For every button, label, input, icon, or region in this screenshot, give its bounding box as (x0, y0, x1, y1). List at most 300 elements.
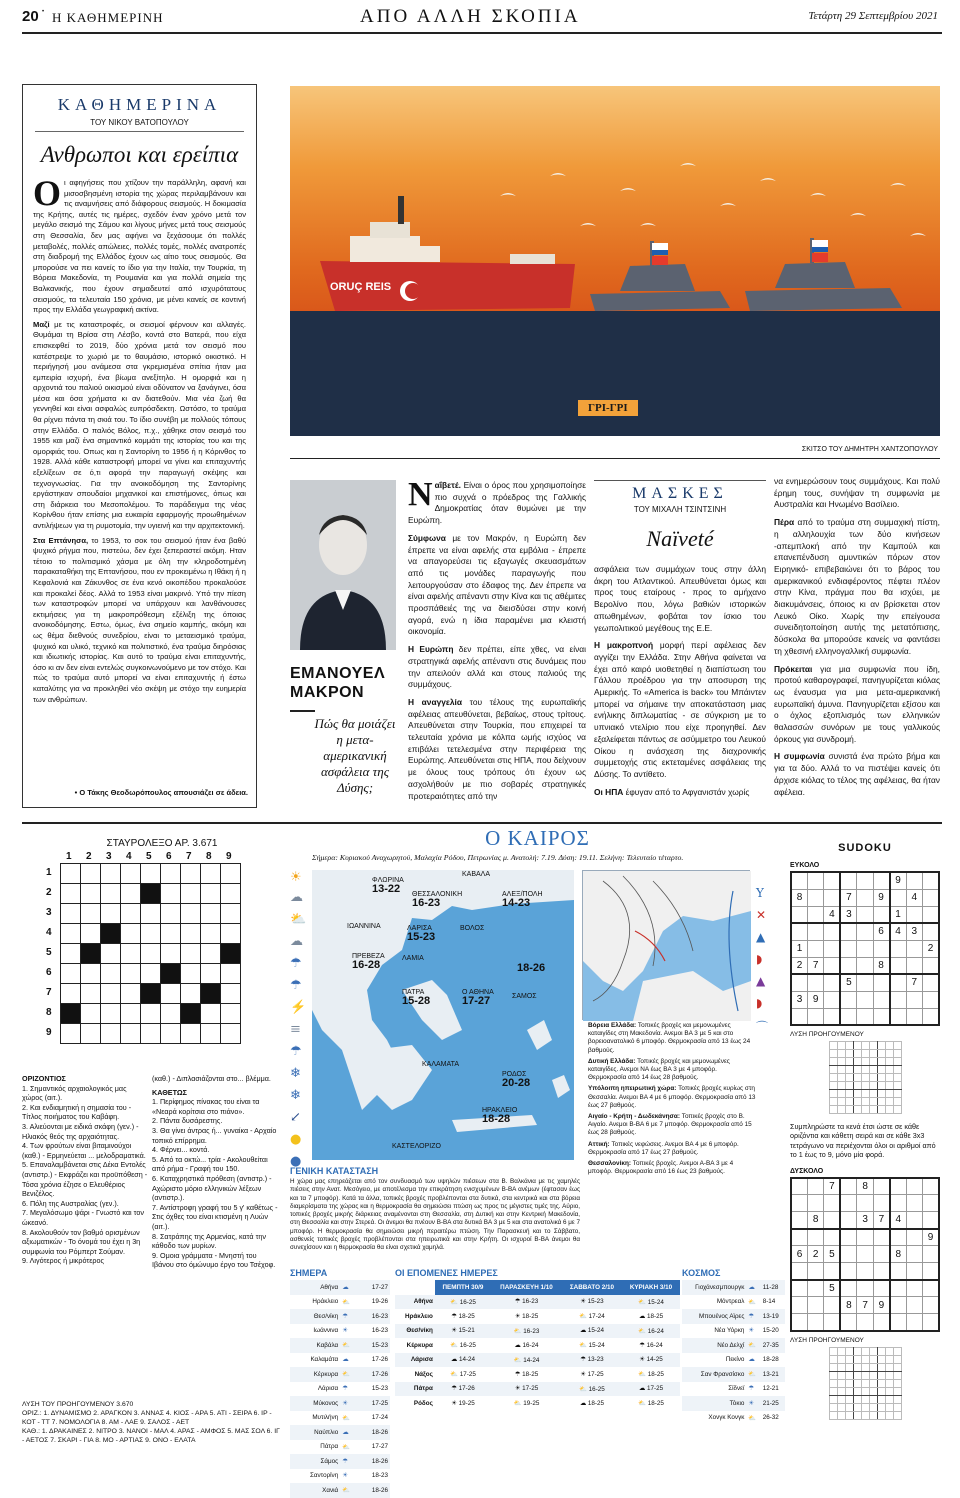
map-city (407, 924, 435, 942)
sudoku-cell[interactable] (840, 1008, 856, 1025)
crossword-cell[interactable] (220, 863, 241, 884)
crossword-cell[interactable] (100, 903, 121, 924)
sudoku-cell[interactable] (857, 991, 873, 1008)
crossword-cell[interactable] (100, 1003, 121, 1024)
sudoku-cell[interactable] (807, 1008, 823, 1025)
sudoku-cell: 9 (922, 1229, 939, 1246)
sudoku-cell[interactable] (922, 872, 939, 889)
crossword-cell[interactable] (140, 1003, 161, 1024)
prev-solution-cell (829, 1098, 837, 1106)
sudoku-cell[interactable] (890, 889, 906, 906)
crossword-cell[interactable] (180, 863, 201, 884)
map-city-name: ΒΟΛΟΣ (460, 925, 485, 932)
crossword-cell[interactable] (60, 943, 81, 964)
today-row: Καβάλα ⛅ 15-23 (290, 1338, 390, 1353)
prev-solution-cell (861, 1058, 869, 1066)
sudoku-cell[interactable] (857, 1280, 873, 1297)
crossword-cell[interactable] (180, 1023, 201, 1044)
prev-solution-cell (829, 1074, 837, 1082)
crossword-cell[interactable] (120, 1023, 141, 1044)
maskes-c2p2-lead: Πέρα (774, 517, 795, 528)
prev-solution-cell (885, 1347, 893, 1355)
crossword-cell[interactable] (100, 963, 121, 984)
map-city-name: ΗΡΑΚΛΕΙΟ (482, 1107, 518, 1114)
sudoku-cell[interactable] (857, 889, 873, 906)
crossword-cell[interactable] (60, 923, 81, 944)
crossword-solution: ΛΥΣΗ ΤΟΥ ΠΡΟΗΓΟΥΜΕΝΟΥ 3.670 ΟΡΙΖ.: 1. ΔΥΝΑΜΙΣΜΟ 2. ΑΡΑΓΚΟΝ 3. ΑΝΝΑΣ 4. ΚΙΟΣ - ΑΡΑ 5. ΑΤΙ - ΣΕΙΡΑ 6. ΙΡ - ΚΟΤ - ΤΤ 7. ΝΟΜΟΛΟΓΙΑ 8. ΑΜ - ΛΑΕ 9. ΣΑΛΟΣ - ΑΕΤ ΚΑΘ.: 1. ΔΡΑΚΑΙΝΕΣ 2. ΝΙΤΡΟ 3. ΝΑΝΟΙ - ΜΑΛ 4. ΑΡΑΣ - ΑΜΦΟΣ 5. ΜΑΣ ΣΟΛ 6. ΙΓ - ΑΕΤΟΣ 7. ΣΚΑΡΙ - ΓΙΑ 8. ΜΟ - ΑΡΤΙΑΣ 9. ΟΝΟ - ΕΛΑΤΑ (22, 1401, 280, 1444)
sudoku-cell[interactable] (906, 991, 922, 1008)
prev-solution-cell (837, 1379, 845, 1387)
prev-solution-cell (893, 1371, 901, 1379)
sudoku-cell[interactable] (840, 1280, 856, 1297)
sudoku-cell[interactable] (824, 1212, 840, 1229)
sudoku-hard-grid[interactable] (790, 1177, 940, 1332)
sudoku-cell: 7 (824, 1178, 840, 1195)
prev-solution-cell (893, 1347, 901, 1355)
sudoku-cell[interactable] (840, 1263, 856, 1280)
macron-name-line1: ΕΜΑΝΟΥΕΛ (290, 665, 386, 682)
crossword-cell[interactable] (200, 1023, 221, 1044)
sudoku-cell[interactable] (857, 974, 873, 991)
sudoku-cell[interactable] (873, 974, 889, 991)
macron-dropcap: Ν (408, 476, 433, 513)
crossword-cell[interactable] (80, 983, 101, 1004)
crossword-cell[interactable] (160, 1003, 181, 1024)
column-p1: ι αφηγήσεις που χτίζουν την παράλληλη, αφανή και μισοσβησμένη ιστορία της χώρας περιλαμβάνουν και τις αναμνήσεις από διάφορους σεισμούς. Η δοκιμασία της Κρήτης, αυτές τις ημέρες, σχεδόν έναν χρόνο μετά τον μεγάλο σεισμό της Σάμου και λίγους μήνες μετά τους σεισμούς στη Θεσσαλία, δεν μας αφήνει να ξεχάσουμε ότι πολλές μεταβολές, πολλές απώλειες, πολλές τομές, πολλές ανατροπές στη διαδρομή της Ελλάδος έχουν ως αίτιο τους σεισμούς. Θα μπορούσε να πει κανείς το ίδιο για την Ιταλία, την Τουρκία, τη Βόρεια Μακεδονία, τη Ρουμανία και για πολλά σημεία της Βαλκανικής, που έχουν σημαδευτεί από ισχυρότατους σεισμούς, τα τελευταία 150 χρόνια, με μένει κανείς σε κοντινή προς την Ελλάδα γεωγραφική ακτίνα. (33, 178, 246, 315)
drizzle-icon: ☂ (290, 1044, 302, 1059)
crossword-row-number: 3 (46, 907, 52, 918)
today-row: Σάμος ☂ 18-26 (290, 1454, 390, 1469)
prev-solution-cell (845, 1090, 853, 1098)
wind-arrow-icon: ↙ (290, 1110, 301, 1125)
crossword-black-cell (100, 923, 121, 944)
sudoku-cell[interactable] (890, 1314, 906, 1331)
crossword-cell[interactable] (60, 903, 81, 924)
sudoku-cell[interactable] (857, 1229, 873, 1246)
sudoku-cell[interactable] (791, 1280, 807, 1297)
sudoku-cell[interactable] (922, 957, 939, 974)
crossword-cell[interactable] (220, 883, 241, 904)
sudoku-cell[interactable] (906, 1246, 922, 1263)
sudoku-cell[interactable] (922, 1263, 939, 1280)
sudoku-cell[interactable] (922, 1314, 939, 1331)
macron-p1: Είναι ο όρος που χρησιμοποίησε πιο συχνά ο πρόεδρος της Γαλλικής Δημοκρατίας όταν θυμώνει με την Ευρώπη. (408, 480, 586, 526)
sudoku-cell[interactable] (922, 906, 939, 923)
crossword-cell[interactable] (60, 963, 81, 984)
crossword-cell[interactable] (160, 1023, 181, 1044)
crossword-cell[interactable] (120, 943, 141, 964)
sudoku-cell[interactable] (857, 1008, 873, 1025)
sudoku-cell[interactable] (890, 957, 906, 974)
sudoku-cell[interactable] (922, 889, 939, 906)
sudoku-cell[interactable] (791, 872, 807, 889)
prev-solution-cell (845, 1411, 853, 1419)
prev-solution-cell (837, 1411, 845, 1419)
sudoku-cell[interactable] (824, 974, 840, 991)
sudoku-cell[interactable] (873, 1263, 889, 1280)
sudoku-cell[interactable] (791, 1008, 807, 1025)
sudoku-cell[interactable] (873, 1008, 889, 1025)
crossword-cell[interactable] (160, 903, 181, 924)
sudoku-cell[interactable] (873, 1280, 889, 1297)
sudoku-cell[interactable] (807, 1178, 823, 1195)
sudoku-cell[interactable] (824, 991, 840, 1008)
prev-solution-cell (837, 1347, 845, 1355)
sudoku-cell[interactable] (873, 906, 889, 923)
sudoku-cell[interactable] (906, 1178, 922, 1195)
sudoku-cell[interactable] (857, 1263, 873, 1280)
crossword-cell[interactable] (140, 863, 161, 884)
macron-name-line2: ΜΑΚΡΟΝ (290, 684, 365, 701)
crossword-cell[interactable] (80, 1003, 101, 1024)
sudoku-cell[interactable] (873, 991, 889, 1008)
sudoku-cell[interactable] (922, 1195, 939, 1212)
crossword-cell[interactable] (140, 963, 161, 984)
crossword-cell[interactable] (100, 863, 121, 884)
prev-solution-cell (885, 1066, 893, 1074)
sudoku-cell[interactable] (791, 1212, 807, 1229)
prev-solution-cell (845, 1371, 853, 1379)
crossword-cell[interactable] (220, 983, 241, 1004)
prev-solution-cell (893, 1395, 901, 1403)
sudoku-cell[interactable] (840, 872, 856, 889)
sudoku-cell[interactable] (807, 1263, 823, 1280)
crossword-cell[interactable] (200, 863, 221, 884)
prev-solution-cell (861, 1090, 869, 1098)
sudoku-cell[interactable] (791, 906, 807, 923)
sudoku-cell[interactable] (791, 923, 807, 940)
prev-solution-cell (845, 1074, 853, 1082)
crossword-cell[interactable] (180, 923, 201, 944)
crossword-cell[interactable] (140, 903, 161, 924)
pressure-legend (756, 886, 784, 1040)
sudoku-cell[interactable] (890, 991, 906, 1008)
sudoku-cell[interactable] (791, 1314, 807, 1331)
crossword-cell[interactable] (220, 963, 241, 984)
sudoku-cell[interactable] (873, 1246, 889, 1263)
sudoku-cell[interactable] (807, 940, 823, 957)
sudoku-cell[interactable] (890, 1263, 906, 1280)
crossword-cell[interactable] (220, 903, 241, 924)
prev-solution-cell (877, 1098, 885, 1106)
sudoku-cell[interactable] (807, 1297, 823, 1314)
crossword-cell[interactable] (120, 903, 141, 924)
sudoku-cell[interactable] (824, 940, 840, 957)
prev-solution-cell (837, 1098, 845, 1106)
crossword-row-number: 4 (46, 927, 52, 938)
map-city-temp: 18-28 (482, 1113, 511, 1125)
sudoku-cell[interactable] (824, 889, 840, 906)
world-row: Μπουένος Αϊρες ☂ 13-19 (682, 1309, 785, 1324)
crossword-cell[interactable] (120, 963, 141, 984)
crossword-cell[interactable] (100, 983, 121, 1004)
crossword-cell[interactable] (220, 1003, 241, 1024)
sudoku-cell[interactable] (791, 1195, 807, 1212)
crossword-cell[interactable] (120, 923, 141, 944)
across-title: ΟΡΙΖΟΝΤΙΟΣ (22, 1074, 66, 1083)
macron-p1-lead: αΐβετέ. (434, 480, 461, 490)
sudoku-cell[interactable] (906, 1229, 922, 1246)
map-city (502, 1070, 530, 1088)
crossword-cell[interactable] (100, 943, 121, 964)
prev-solution-cell (869, 1066, 877, 1074)
sudoku-cell[interactable] (873, 940, 889, 957)
paper-name: Η ΚΑΘΗΜΕΡΙΝΗ (52, 10, 164, 25)
sudoku-cell[interactable] (922, 974, 939, 991)
crossword-grid[interactable] (22, 863, 282, 1053)
sudoku-cell[interactable] (807, 906, 823, 923)
prev-solution-cell (853, 1395, 861, 1403)
sudoku-cell[interactable] (906, 906, 922, 923)
prev-solution-cell (853, 1074, 861, 1082)
crossword-cell[interactable] (120, 983, 141, 1004)
crossword-black-cell (220, 943, 241, 964)
sudoku-prev-solution-1 (829, 1041, 902, 1114)
sun-icon: ☀ (290, 870, 302, 885)
world-title: ΚΟΣΜΟΣ (682, 1268, 721, 1278)
sudoku-cell[interactable] (857, 906, 873, 923)
sudoku-cell[interactable] (824, 1314, 840, 1331)
sudoku-cell[interactable] (906, 1008, 922, 1025)
crossword-row-number: 1 (46, 867, 52, 878)
sudoku-cell[interactable] (906, 1297, 922, 1314)
crossword-cell[interactable] (220, 1023, 241, 1044)
prev-solution-cell (837, 1403, 845, 1411)
crossword-cell[interactable] (120, 1003, 141, 1024)
map-city-temp: 13-22 (372, 883, 401, 895)
crossword-cell[interactable] (80, 903, 101, 924)
crossword-cell[interactable] (80, 883, 101, 904)
sudoku-cell[interactable] (906, 872, 922, 889)
sudoku-cell[interactable] (857, 872, 873, 889)
prev-solution-cell (885, 1082, 893, 1090)
sudoku-easy-grid[interactable] (790, 871, 940, 1026)
sudoku-cell[interactable] (922, 923, 939, 940)
prev-solution-cell (869, 1050, 877, 1058)
sudoku-cell[interactable] (890, 1297, 906, 1314)
crossword-cell[interactable] (200, 963, 221, 984)
sudoku-cell[interactable] (824, 1008, 840, 1025)
sudoku-cell[interactable] (906, 957, 922, 974)
sudoku-cell[interactable] (791, 1297, 807, 1314)
sudoku-cell[interactable] (906, 1212, 922, 1229)
region-forecast: Υπόλοιπη ηπειρωτική χώρα: Τοπικές βροχές κυρίως στη Θεσσαλία. Ανεμοι ΒΑ 4 με 6 μποφόρ. Θερμοκρασία από 13 έως 27 βαθμούς. (588, 1085, 756, 1109)
prev-solution-cell (877, 1395, 885, 1403)
sudoku-cell[interactable] (922, 1008, 939, 1025)
across-clue-9-cont: (καθ.) - Διπλασιάζονται στο... βλέμμα. (152, 1074, 271, 1083)
macron-p4-lead: Η αναγγελία (408, 696, 463, 707)
sudoku-cell[interactable] (922, 1212, 939, 1229)
storm-icon: ⚡ (290, 1000, 307, 1015)
sudoku-cell[interactable] (840, 940, 856, 957)
region-forecast: Αττική: Τοπικές νεφώσεις. Ανεμοι ΒΑ 4 με 6 μποφόρ. Θερμοκρασία από 17 έως 27 βαθμούς. (588, 1140, 739, 1156)
weather-legend (290, 870, 310, 1176)
crossword-cell[interactable] (180, 983, 201, 1004)
map-city (392, 1142, 441, 1151)
prev-solution-cell (845, 1355, 853, 1363)
sudoku-cell[interactable] (807, 889, 823, 906)
sudoku-cell[interactable] (791, 1178, 807, 1195)
sudoku-cell: 2 (791, 957, 807, 974)
crossword-cell[interactable] (180, 963, 201, 984)
crossword-cell[interactable] (80, 923, 101, 944)
sudoku-cell[interactable] (906, 940, 922, 957)
sudoku-cell[interactable] (922, 991, 939, 1008)
crossword-cell[interactable] (180, 943, 201, 964)
sudoku-cell[interactable] (857, 1246, 873, 1263)
sudoku-cell[interactable] (890, 1195, 906, 1212)
crossword-cell[interactable] (200, 903, 221, 924)
crossword-black-cell (160, 963, 181, 984)
sudoku-cell[interactable] (824, 872, 840, 889)
sudoku-cell: 8 (857, 1178, 873, 1195)
sudoku-cell[interactable] (824, 1263, 840, 1280)
sudoku-cell[interactable] (906, 1263, 922, 1280)
sleet-icon: ❄ (290, 1088, 301, 1103)
crossword-cell[interactable] (160, 883, 181, 904)
sudoku-cell[interactable] (824, 1297, 840, 1314)
today-row: Μυτιλήνη ⛅ 17-24 (312, 1414, 388, 1422)
sudoku-cell[interactable] (922, 1178, 939, 1195)
today-row: Αθήνα ☁ 17-27 (290, 1280, 390, 1295)
crossword-cell[interactable] (60, 1023, 81, 1044)
sudoku-cell[interactable] (840, 1314, 856, 1331)
crossword-cell[interactable] (100, 883, 121, 904)
sudoku-cell[interactable] (857, 923, 873, 940)
sudoku-cell[interactable] (922, 1246, 939, 1263)
cartoon-caption: ΓΡΙ-ΓΡΙ (578, 400, 638, 416)
sudoku-cell[interactable] (873, 1314, 889, 1331)
today-row: Σαντορίνη ☀ 18-23 (309, 1472, 388, 1480)
sudoku-cell[interactable] (857, 1195, 873, 1212)
sudoku-cell[interactable] (824, 957, 840, 974)
sudoku-cell[interactable] (873, 1178, 889, 1195)
crossword-cell[interactable] (220, 923, 241, 944)
sudoku-cell: 7 (873, 1212, 889, 1229)
crossword-cell[interactable] (180, 903, 201, 924)
prev-solution-cell (845, 1379, 853, 1387)
crossword-cell[interactable] (80, 963, 101, 984)
sudoku-cell[interactable] (906, 1195, 922, 1212)
sudoku-cell[interactable] (873, 1229, 889, 1246)
sudoku-cell[interactable] (906, 1314, 922, 1331)
sudoku-cell: 8 (807, 1212, 823, 1229)
sudoku-cell[interactable] (873, 1195, 889, 1212)
crossword-cell[interactable] (200, 883, 221, 904)
sudoku-cell[interactable] (807, 923, 823, 940)
crossword-cell[interactable] (180, 883, 201, 904)
sudoku-cell[interactable] (840, 1212, 856, 1229)
sudoku-cell[interactable] (807, 1229, 823, 1246)
sudoku-cell[interactable] (890, 1008, 906, 1025)
prev-solution-cell (837, 1042, 845, 1050)
sudoku-cell[interactable] (890, 1229, 906, 1246)
sudoku-cell[interactable] (791, 1263, 807, 1280)
sudoku-cell[interactable] (840, 991, 856, 1008)
crossword-cell[interactable] (120, 883, 141, 904)
sudoku-cell[interactable] (857, 957, 873, 974)
sudoku-cell[interactable] (824, 923, 840, 940)
sudoku-cell[interactable] (873, 872, 889, 889)
crossword-cell[interactable] (100, 1023, 121, 1044)
sudoku-cell[interactable] (857, 1314, 873, 1331)
sudoku-cell[interactable] (824, 1195, 840, 1212)
map-city-name: ΚΑΒΑΛΑ (462, 871, 491, 878)
crossword-cell[interactable] (160, 863, 181, 884)
crossword-cell[interactable] (140, 1023, 161, 1044)
sudoku-cell[interactable] (890, 974, 906, 991)
crossword-cell[interactable] (80, 863, 101, 884)
sudoku-cell[interactable] (807, 974, 823, 991)
prev-solution-cell (829, 1090, 837, 1098)
sudoku-cell[interactable] (840, 923, 856, 940)
crossword-cell[interactable] (140, 923, 161, 944)
sudoku-cell[interactable] (890, 940, 906, 957)
crossword-cell[interactable] (160, 983, 181, 1004)
column-p2-lead: Μαζί (33, 319, 50, 329)
sudoku-cell[interactable] (824, 1229, 840, 1246)
sudoku-cell[interactable] (840, 1195, 856, 1212)
crossword-cell[interactable] (120, 863, 141, 884)
prev-solution-cell (869, 1090, 877, 1098)
region-forecasts (588, 1022, 756, 1179)
crossword-cell[interactable] (60, 983, 81, 1004)
sudoku-cell[interactable] (840, 1246, 856, 1263)
sudoku-cell[interactable] (791, 974, 807, 991)
sudoku-cell[interactable] (840, 1229, 856, 1246)
sudoku-cell[interactable] (890, 1280, 906, 1297)
crossword-cell[interactable] (160, 943, 181, 964)
sudoku-cell[interactable] (857, 940, 873, 957)
prev-solution-cell (885, 1371, 893, 1379)
crossword-cell[interactable] (80, 1023, 101, 1044)
sudoku-cell[interactable] (807, 1280, 823, 1297)
map-city-temp: 17-27 (462, 995, 491, 1007)
sudoku-section (790, 842, 940, 1420)
map-labels (312, 870, 574, 1160)
sudoku-cell: 2 (922, 940, 939, 957)
sudoku-cell[interactable] (807, 1314, 823, 1331)
sudoku-cell[interactable] (890, 1178, 906, 1195)
sudoku-cell[interactable] (922, 1280, 939, 1297)
sudoku-cell[interactable] (791, 1229, 807, 1246)
crossword-cell[interactable] (200, 923, 221, 944)
sudoku-cell[interactable] (922, 1297, 939, 1314)
sudoku-cell[interactable] (840, 957, 856, 974)
crossword-cell[interactable] (140, 943, 161, 964)
prev-solution-cell (837, 1363, 845, 1371)
prev-solution-cell (845, 1363, 853, 1371)
prev-solution-cell (837, 1387, 845, 1395)
sudoku-cell[interactable] (807, 1195, 823, 1212)
world-table (682, 1268, 785, 1425)
crossword-cell[interactable] (200, 1003, 221, 1024)
sudoku-cell[interactable] (840, 1178, 856, 1195)
sudoku-cell[interactable] (807, 872, 823, 889)
prev-solution-cell (869, 1042, 877, 1050)
crossword-cell[interactable] (60, 883, 81, 904)
prev-solution-cell (877, 1058, 885, 1066)
down-clues: 1. Περίφημος πίνακας του είναι τα «Νεαρά κορίτσια στο πιάνο». 2. Πάντα δυσάρεστης. 3. Θα γίνει άντρας ή... γυναίκα - Αρχαίο τοπικό επίρρημα. 4. Φέρνει... κοντά. 5. Από τα οκτώ... τρία - Ακολουθείται από ρήμα - Γραφή του 150. 6. Καταχρηστικά πρόθεση (αντιστρ.) - Αχώριστο μόριο ελληνικών λέξεων (αντιστρ.). 7. Αντίστροφη γραφή του 5 γ' καθέτως - Στις όχθες του είναι κτισμένη η Λυών (αιτ.). 8. Σατράπης της Αρμενίας, κατά την κάθοδο των μυρίων. 9. Ομοια γράμματα - Μνηστή του Ιβάνου στο όμώνυμο έργο του Τσέχοφ. (152, 1097, 278, 1270)
crossword-cell[interactable] (200, 943, 221, 964)
crossword-cell[interactable] (160, 923, 181, 944)
sudoku-cell: 4 (890, 923, 906, 940)
prev-solution-cell (869, 1347, 877, 1355)
sudoku-cell[interactable] (906, 1280, 922, 1297)
maskes-c2p2: από το τραύμα στη συμμαχική πίστη, η αλληλουχία των δύο κινήσεων -απεμπλοκή από την Καμπούλ και επανεπένδυση αμυντικών πόρων στον Ειρηνικό- επιβεβαιώνει ότι το βάρος του αμερικανικού ενδιαφέροντος πέφτει πλέον στην Κίνα, πράγμα που θα ισχύει, με διακυμάνσεις, όποιος κι αν βρίσκεται στον Λευκό Οίκο. Χωρίς την επείγουσα συνειδητοποίηση αυτής της μετατόπισης, δύσκολα θα μπορούσε κανείς να φαντάσει τη χθεσινή ελληνογαλλική συμφωνία. (774, 517, 940, 656)
column-kicker: ΚΑΘΗΜΕΡΙΝΑ (57, 95, 222, 114)
crossword-cell[interactable] (60, 863, 81, 884)
